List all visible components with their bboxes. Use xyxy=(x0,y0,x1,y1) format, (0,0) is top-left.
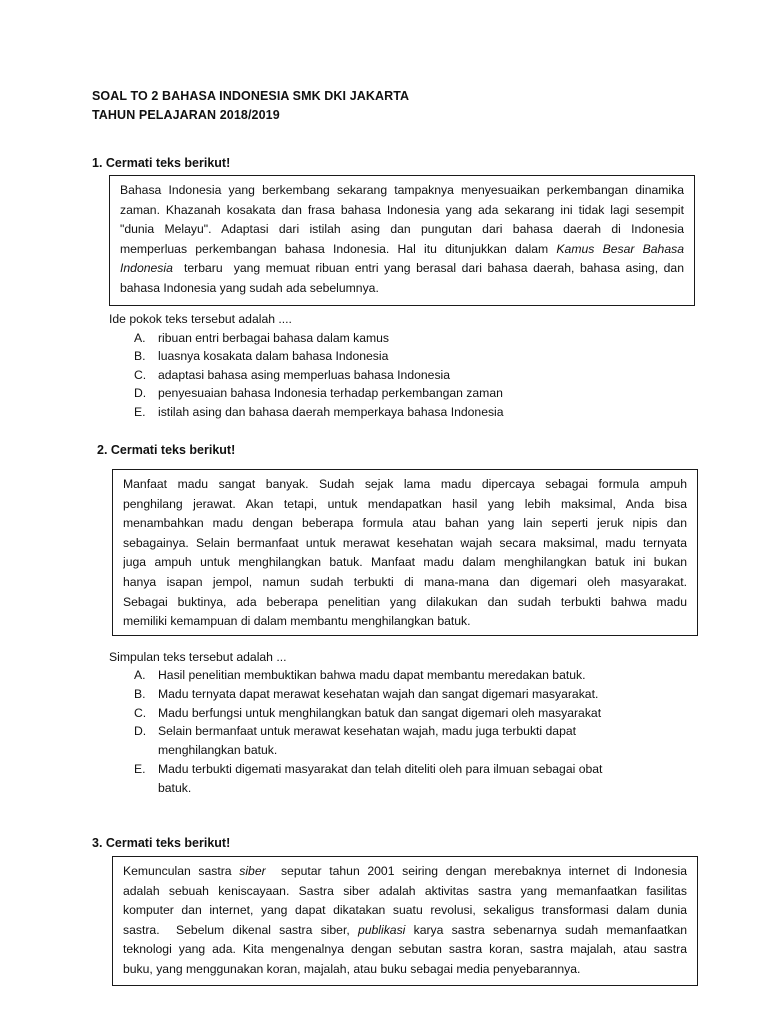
q3-title: 3. Cermati teks berikut! xyxy=(92,836,231,850)
q2-title: 2. Cermati teks berikut! xyxy=(97,443,236,457)
q2-passage-line: Sebagai buktinya, ada beberapa penelitian yang dilakukan dan sudah terbukti bahwa madu xyxy=(123,594,687,609)
q2-prompt: Simpulan teks tersebut adalah ... xyxy=(109,650,287,664)
option-text: Madu terbukti digemati masyarakat dan telah diteliti oleh para ilmuan sebagai obat xyxy=(158,762,603,776)
q3-passage-segment: Kemunculan sastra xyxy=(123,864,240,878)
q1-passage-italic: Indonesia xyxy=(120,261,173,276)
q3-passage-line: buku, yang menggunakan koran, majalah, atau buku sebagai media penyebarannya. xyxy=(123,961,581,976)
q3-passage-line xyxy=(123,862,687,882)
q1-passage-box xyxy=(109,175,695,306)
q3-passage-line: teknologi yang ada. Kita mengenalnya dengan sebutan sastra koran, sastra majalah, atau sastra xyxy=(123,942,687,957)
q1-passage-line: "dunia Melayu". Adaptasi dari istilah asing dan pungutan dari bahasa daerah di Indonesia xyxy=(120,222,684,237)
q1-passage-line: bahasa Indonesia yang sudah ada sebelumnya. xyxy=(120,280,379,295)
q1-prompt: Ide pokok teks tersebut adalah .... xyxy=(109,312,292,326)
document-title: SOAL TO 2 BAHASA INDONESIA SMK DKI JAKARTA xyxy=(92,89,410,103)
q3-passage-italic: publikasi xyxy=(357,922,406,937)
option-text: Hasil penelitian membuktikan bahwa madu dapat membantu meredakan batuk. xyxy=(158,668,586,682)
q2-passage-line: juga ampuh untuk menghilangkan batuk. Manfaat madu dalam menghilangkan batuk ini bukan xyxy=(123,555,687,570)
document-subtitle: TAHUN PELAJARAN 2018/2019 xyxy=(92,108,280,122)
q3-passage-line: komputer dan internet, yang dapat dikatakan suatu revolusi, sekaligus transformasi dalam dunia xyxy=(123,903,687,918)
option-text: Selain bermanfaat untuk merawat kesehatan wajah, madu juga terbukti dapat xyxy=(158,724,577,738)
option-letter: E. xyxy=(134,762,146,776)
q1-passage-italic: Kamus Besar Bahasa xyxy=(556,241,684,256)
q1-passage-segment: memperluas perkembangan bahasa Indonesia. Hal itu ditunjukkan dalam xyxy=(120,241,549,256)
q1-passage-line: zaman. Khazanah kosakata dan frasa bahasa Indonesia yang ada sekarang ini tidak lagi sesempit xyxy=(120,202,684,217)
option-letter: A. xyxy=(134,331,146,345)
q2-passage-line: memiliki kemampuan di dalam membantu menghilangkan batuk. xyxy=(123,614,471,629)
q1-passage-line xyxy=(120,240,684,260)
q3-passage-segment: karya sastra sebenarnya sudah memanfaatkan xyxy=(405,922,687,937)
q3-passage-line: adalah sebuah keniscayaan. Sastra siber adalah aktivitas sastra yang memanfaatkan fasilitas xyxy=(123,883,687,898)
option-letter: D. xyxy=(134,724,147,738)
option-text: ribuan entri berbagai bahasa dalam kamus xyxy=(158,331,390,345)
option-text-continued: batuk. xyxy=(158,780,192,795)
q3-passage-segment: seputar tahun 2001 seiring dengan merebaknya internet di Indonesia xyxy=(265,864,687,878)
q2-passage-line: menambahkan madu dengan beberapa formula atau bahan yang lain seperti jeruk nipis dan xyxy=(123,516,687,531)
option-letter: E. xyxy=(134,405,146,419)
q1-title: 1. Cermati teks berikut! xyxy=(92,156,231,170)
q2-passage-line: sebagainya. Selain bermanfaat untuk merawat kesehatan wajah secara maksimal, madu ternyata xyxy=(123,535,687,550)
q1-passage-line xyxy=(120,259,684,279)
option-text: penyesuaian bahasa Indonesia terhadap perkembangan zaman xyxy=(158,386,503,400)
q2-passage-box xyxy=(112,469,698,636)
q3-passage-box xyxy=(112,856,698,986)
option-letter: B. xyxy=(134,349,146,363)
q2-passage-line: Manfaat madu sangat banyak. Sudah sejak lama madu dipercaya sebagai formula ampuh xyxy=(123,477,687,491)
q3-passage-line xyxy=(123,921,687,941)
option-text: luasnya kosakata dalam bahasa Indonesia xyxy=(158,349,389,363)
q1-passage-line: Bahasa Indonesia yang berkembang sekarang tampaknya menyesuaikan perkembangan dinamika xyxy=(120,183,684,197)
option-text: Madu berfungsi untuk menghilangkan batuk dan sangat digemari oleh masyarakat xyxy=(158,706,602,720)
option-text: istilah asing dan bahasa daerah memperkaya bahasa Indonesia xyxy=(158,405,504,419)
q2-passage-line: hanya isapan jempol, namun sudah terbukti di mana-mana dan digemari oleh masyarakat. xyxy=(123,574,687,589)
q2-passage-line: penghilang jerawat. Akan tetapi, untuk mendapatkan hasil yang lebih maksimal, Anda bisa xyxy=(123,496,687,511)
option-letter: C. xyxy=(134,706,147,720)
option-letter: B. xyxy=(134,687,146,701)
option-letter: D. xyxy=(134,386,147,400)
q3-passage-italic: siber xyxy=(239,864,266,878)
option-text: Madu ternyata dapat merawat kesehatan wajah dan sangat digemari masyarakat. xyxy=(158,687,599,701)
q3-passage-segment: sastra. Sebelum dikenal sastra siber, xyxy=(123,922,358,937)
option-letter: A. xyxy=(134,668,146,682)
q1-passage-segment: terbaru yang memuat ribuan entri yang berasal dari bahasa daerah, bahasa asing, dan xyxy=(172,261,684,276)
option-text: adaptasi bahasa asing memperluas bahasa Indonesia xyxy=(158,368,451,382)
option-text-continued: menghilangkan batuk. xyxy=(158,742,278,757)
option-letter: C. xyxy=(134,368,147,382)
